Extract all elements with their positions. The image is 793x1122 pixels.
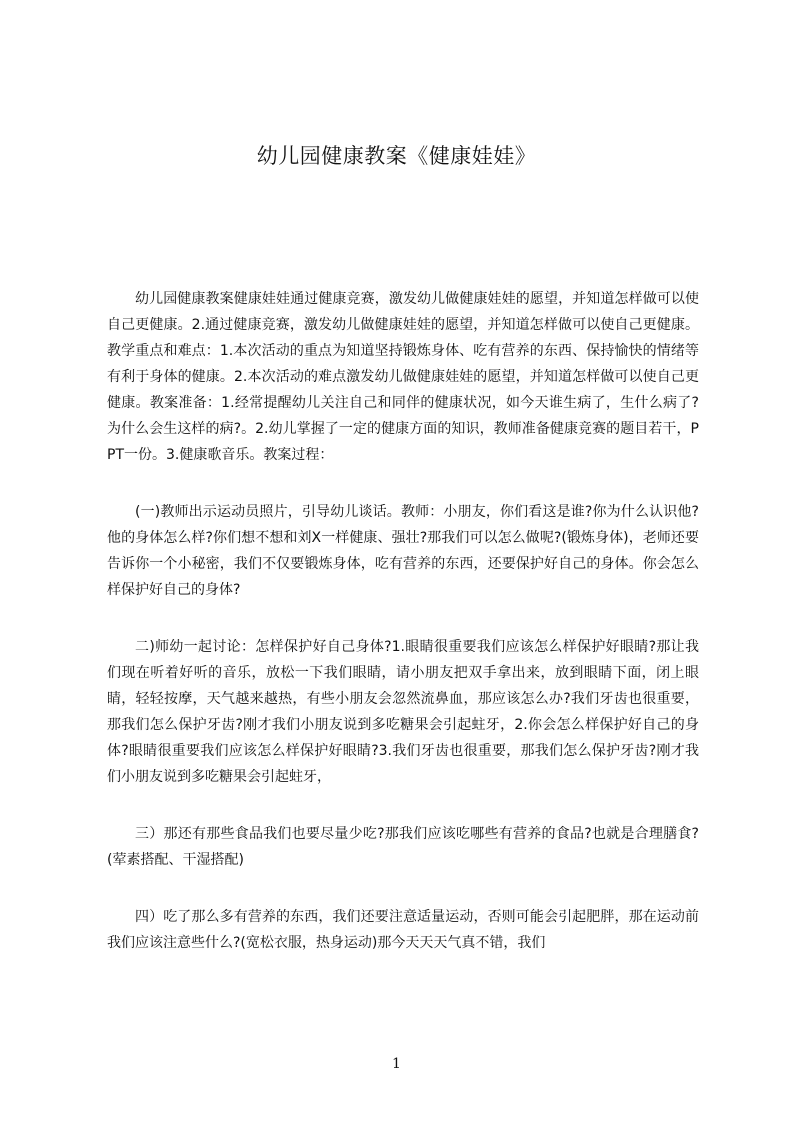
paragraph-step-1: (一)教师出示运动员照片，引导幼儿谈话。教师：小朋友，你们看这是谁?你为什么认识他?他的身体怎么样?你们想不想和刘X一样健康、强壮?那我们可以怎么做呢?(锻炼身体)，老师还要告诉你一个小秘密，我们不仅要锻炼身体，吃有营养的东西，还要保护好自己的身体。你会怎么样保护好自己的身体?: [107, 504, 699, 598]
paragraph-step-3: 三）那还有那些食品我们也要尽量少吃?那我们应该吃哪些有营养的食品?也就是合理膳食?(荤素搭配、干湿搭配): [107, 826, 699, 868]
document-title: 幼儿园健康教案《健康娃娃》: [256, 144, 537, 168]
document-body: [107, 286, 699, 987]
page-number: 1: [392, 1056, 401, 1072]
paragraph-step-4: 四）吃了那么多有营养的东西，我们还要注意适量运动，否则可能会引起肥胖，那在运动前我们应该注意些什么?(宽松衣服，热身运动)那今天天天气真不错，我们: [107, 909, 699, 951]
paragraph-step-2: 二)师幼一起讨论：怎样保护好自己身体?1.眼睛很重要我们应该怎么样保护好眼睛?那让我们现在听着好听的音乐，放松一下我们眼睛，请小朋友把双手拿出来，放到眼睛下面，闭上眼睛，轻轻按摩，天气越来越热，有些小朋友会忽然流鼻血，那应该怎么办?我们牙齿也很重要，那我们怎么保护牙齿?刚才我们小朋友说到多吃糖果会引起蛀牙，2.你会怎么样保护好自己的身体?眼睛很重要我们应该怎么样保护好眼睛?3.我们牙齿也很重要，那我们怎么保护牙齿?刚才我们小朋友说到多吃糖果会引起蛀牙，: [107, 639, 699, 785]
paragraph-intro: 幼儿园健康教案健康娃娃通过健康竞赛，激发幼儿做健康娃娃的愿望，并知道怎样做可以使自己更健康。2.通过健康竞赛，激发幼儿做健康娃娃的愿望，并知道怎样做可以使自己更健康。教学重点和难点：1.本次活动的重点为知道坚持锻炼身体、吃有营养的东西、保持愉快的情绪等有利于身体的健康。2.本次活动的难点激发幼儿做健康娃娃的愿望，并知道怎样做可以使自己更健康。教案准备：1.经常提醒幼儿关注自己和同伴的健康状况，如今天谁生病了，生什么病了?为什么会生这样的病?。2.幼儿掌握了一定的健康方面的知识，教师准备健康竞赛的题目若干，PPT一份。3.健康歌音乐。教案过程：: [107, 291, 699, 463]
